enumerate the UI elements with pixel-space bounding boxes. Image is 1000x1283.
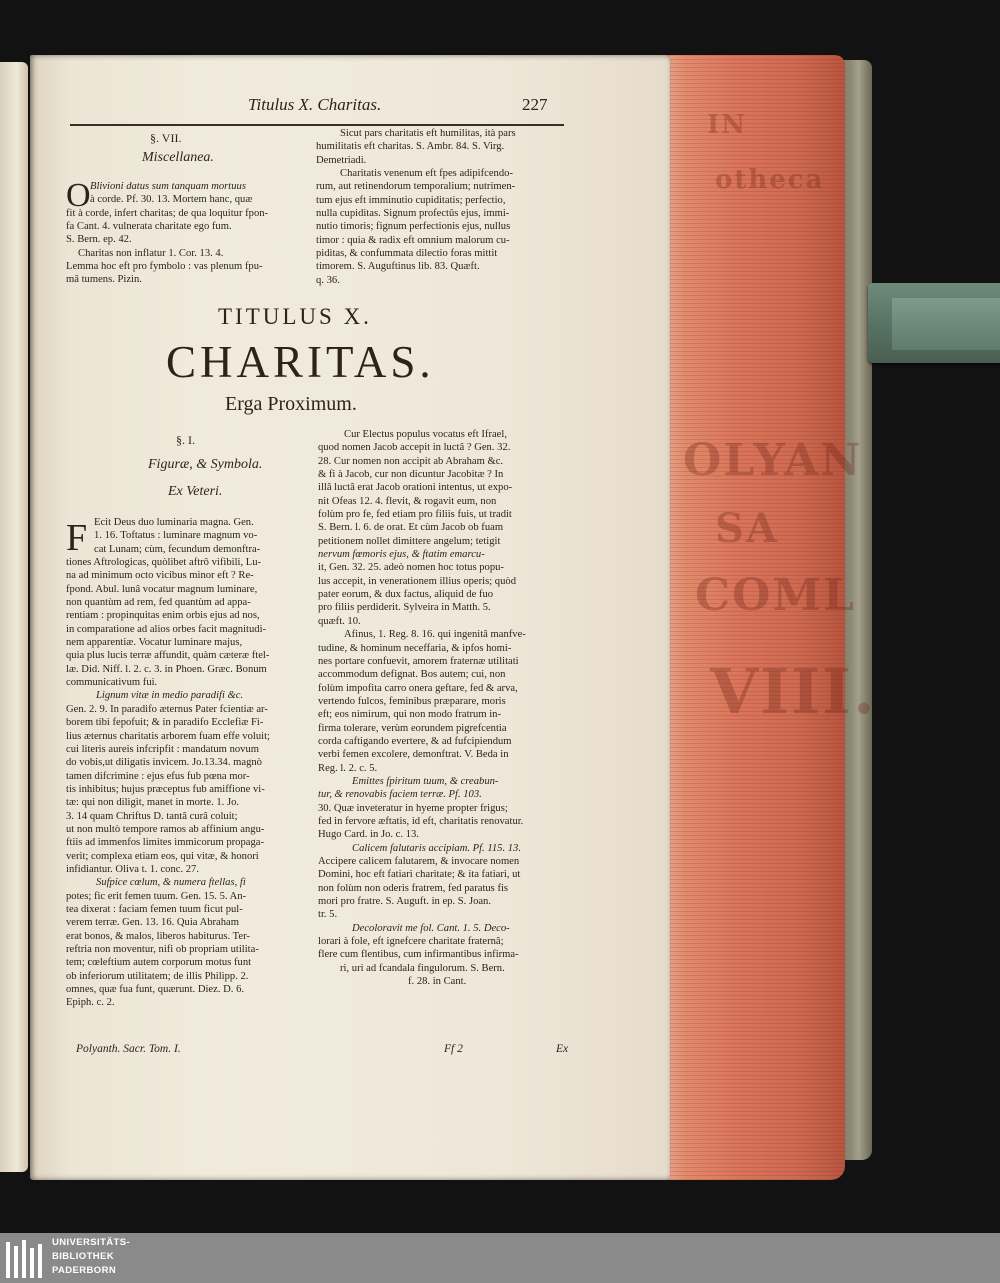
text-line: fed in fervore æftatis, id eft, charitatis renovatur. — [318, 815, 524, 827]
text-line: petitionem nollet dimittere angelum; tetigit — [318, 535, 501, 547]
text-line: verit; complexa etiam eos, qui vitæ, & honori — [66, 850, 259, 862]
text-line: flere cum flentibus, cum infirmantibus infirma- — [318, 949, 519, 961]
main-title: CHARITAS. — [166, 337, 435, 387]
text-line: non folùm non oderis fratrem, fed paratus fis — [318, 882, 509, 894]
head-rule — [70, 124, 564, 126]
text-line: nutio timoris; fignum perfectionis ejus, nullus — [316, 221, 511, 233]
text-line: tiones Aftrologicas, quòlibet aftrô vifibili, Lu- — [66, 557, 262, 569]
text-line: reftria non moventur, nifi ob propriam utilita- — [66, 944, 259, 955]
text-line: pater eorum, & dux factus, aliquid de fuo — [318, 589, 494, 601]
top-left-text — [66, 180, 306, 287]
text-line: Lignum vitæ in medio paradifi &c. — [96, 690, 244, 702]
text-line: lus accepit, in venerationem illius operis; quòd — [318, 575, 516, 587]
text-line: Afinus, 1. Reg. 8. 16. qui ingenitâ manfve- — [344, 629, 526, 641]
text-line: borem tibi fepofuit; & in paradifo Ecclefiæ Fi- — [66, 717, 264, 729]
text-line: ut non multò tempore ramos ab affinium angu- — [66, 823, 265, 835]
text-line: quæft. 10. — [318, 615, 361, 627]
text-line: tum ejus eft imminutio cupiditatis; perfectio, — [316, 194, 506, 206]
text-line: 3. 14 quam Chriftus D. tantâ curâ coluit; — [66, 810, 238, 822]
text-line: Gen. 2. 9. In paradifo æternus Pater fcientiæ ar- — [66, 703, 268, 715]
section-title: Miscellanea. — [142, 150, 214, 165]
text-line: Reg. l. 2. c. 5. — [318, 762, 378, 774]
text-line: q. 36. — [316, 274, 340, 286]
ghost-text: VIII. — [710, 655, 877, 728]
text-line: nervum fœmoris ejus, & ftatim emarcu- — [318, 549, 485, 561]
text-line: non quantùm ad rem, fed quantùm ad appa- — [66, 597, 251, 609]
text-line: Decoloravit me fol. Cant. 1. 5. Deco- — [352, 922, 510, 934]
text-line: timorem. S. Auguftinus lib. 83. Quæft. — [316, 261, 480, 273]
text-line: 28. Cur nomen non accipit ab Abraham &c. — [318, 455, 504, 467]
text-line: na ad minimum octo vicibus minor eft ? Re- — [66, 570, 254, 582]
text-line: do vobis,ut diligatis invicem. Jo.13.34. magnò — [66, 757, 262, 769]
text-line: Epiph. c. 2. — [66, 997, 115, 1009]
text-line: verbi femen excolere, demonftrat. V. Beda in — [318, 749, 509, 761]
text-line: cui literis aureis infcripfit : mandatum novum — [66, 743, 259, 755]
text-line: nulla cupiditas. Signum profectûs ejus, immi- — [316, 208, 510, 220]
text-line: tudine, & hominum neceffaria, & ipfos homi- — [318, 642, 512, 654]
text-line: folùm pro fe, fed etiam pro filiis fuis, ut tradit — [318, 509, 512, 521]
section-heading: Figuræ, & Symbola. — [148, 457, 263, 472]
text-line: à corde. Pf. 30. 13. Mortem hanc, quæ — [90, 194, 253, 206]
text-line: Cur Electus populus vocatus eft Ifrael, — [344, 429, 507, 440]
text-line: tur, & renovabis faciem terræ. Pf. 103. — [318, 789, 482, 801]
text-line: Charitatis venenum eft fpes adipifcendo- — [340, 168, 513, 180]
text-line: communicativum fui. — [66, 677, 158, 689]
text-line: vertendo fulcos, feminibus præparare, moris — [318, 695, 506, 707]
footer-title: Polyanth. Sacr. Tom. I. — [76, 1043, 181, 1055]
signature-mark: Ff 2 — [444, 1043, 463, 1055]
text-line: Blivioni datus sum tanquam mortuus — [90, 181, 246, 192]
text-line: tamen difcrimine : ejus efus fub pœna mor- — [66, 770, 250, 782]
text-line: omnes, quæ fua funt, quærunt. Diez. D. 6. — [66, 984, 245, 996]
library-name-line: PADERBORN — [52, 1265, 117, 1276]
dropcap: O — [66, 177, 91, 214]
text-line: piditas, & confummata dilectio foras mittit — [316, 248, 498, 260]
catchword: Ex — [556, 1043, 569, 1055]
ghost-text: COML — [695, 570, 856, 621]
text-line: timor : quia & radix eft omnium malorum cu- — [316, 234, 510, 246]
clasp-plate — [892, 298, 1000, 350]
left-column-text — [66, 516, 311, 1010]
library-footer-bar — [0, 1233, 1000, 1283]
right-column-text — [318, 428, 570, 988]
text-line: illâ luctâ erat Jacob orationi intentus, ut expo- — [318, 482, 513, 494]
text-line: nem apparentiæ. Vocatur luminare majus, — [66, 637, 243, 649]
dropcap: F — [66, 517, 88, 559]
text-line: eft; eos nimirum, qui non modo fratrum in- — [318, 709, 502, 721]
text-line: fpond. Abul. lunâ vocatur magnum luminare, — [66, 583, 258, 595]
text-line: firma tolerare, verùm eorundem pigrefcentia — [318, 722, 507, 734]
text-line: pro filiis perdiderit. Sylveira in Matth. 5. — [318, 602, 491, 614]
text-line: Sufpice cœlum, & numera ftellas, fi — [96, 877, 246, 889]
previous-page-edge — [0, 62, 28, 1172]
titulus-heading: TITULUS X. — [218, 304, 372, 329]
text-line: Lemma hoc eft pro fymbolo : vas plenum fpu- — [66, 261, 263, 273]
ghost-text: OLYAN — [683, 435, 863, 486]
section-number: §. VII. — [150, 131, 182, 145]
text-line: mâ tumens. Pizin. — [66, 274, 142, 286]
text-line: Ecit Deus duo luminaria magna. Gen. — [94, 517, 254, 528]
text-line: f. 28. in Cant. — [408, 976, 467, 988]
text-line: accommodum defignat. Bos autem; cui, non — [318, 669, 506, 681]
text-line: & fi à Jacob, cur non dicuntur Jacobitæ ? In — [318, 469, 504, 481]
library-name-line: BIBLIOTHEK — [52, 1251, 115, 1262]
text-line: mori pro fratre. S. Auguft. in ep. S. Joan. — [318, 896, 492, 908]
text-line: humilitatis eft charitas. S. Ambr. 84. S. Virg. — [316, 141, 505, 153]
text-line: Emittes fpiritum tuum, & creabun- — [352, 775, 499, 787]
text-line: S. Bern. ep. 42. — [66, 234, 132, 246]
text-line: læ. Did. Niff. l. 2. c. 3. in Phoen. Græc. Bonum — [66, 663, 267, 675]
text-line: verem terræ. Gen. 13. 16. Quia Abraham — [66, 917, 239, 929]
text-line: Charitas non inflatur 1. Cor. 13. 4. — [78, 247, 224, 259]
text-line: fit à corde, infert charitas; de qua loquitur fpon- — [66, 207, 269, 219]
text-line: lius æternus charitatis arborem fuam effe voluit; — [66, 730, 270, 742]
red-fore-edge — [655, 55, 877, 1180]
library-name-line: UNIVERSITÄTS- — [52, 1237, 131, 1248]
text-line: Demetriadi. — [316, 154, 367, 166]
text-line: nes portare confuevit, amorem fraternæ utilitati — [318, 655, 519, 667]
ghost-text: IN — [707, 110, 747, 140]
text-line: corda caftigando evertere, & ad fufcipiendum — [318, 735, 512, 747]
text-line: tæ: qui non diligit, manet in morte. 1. Jo. — [66, 797, 240, 809]
text-line: fa Cant. 4. vulnerata charitate ego fum. — [66, 221, 232, 233]
text-line: lorari à fole, eft ignefcere charitate fraternâ; — [318, 936, 504, 948]
text-line: it, Gen. 32. 25. adeò nomen hoc totus popu- — [318, 562, 504, 574]
ghost-text: SA — [715, 505, 779, 552]
text-line: folùm impofita carro onera geftare, fed & arva, — [318, 682, 518, 694]
text-line: ob inferiorum utilitatem; de illis Philipp. 2. — [66, 970, 249, 982]
text-line: 30. Quæ inveteratur in hyeme propter frigus; — [318, 802, 508, 814]
section-number: §. I. — [176, 433, 195, 447]
text-line: tea dixerat : faciam femen tuum ficut pul- — [66, 903, 243, 915]
text-line: erat bonos, & malos, liberos habiturus. Ter- — [66, 930, 250, 942]
section-subheading: Ex Veteri. — [168, 484, 223, 499]
text-line: ftiis ad immenfos limites immicorum propaga- — [66, 837, 265, 849]
text-line: Sicut pars charitatis eft humilitas, ità pars — [340, 128, 516, 139]
text-line: quod nomen Jacob accepit in luctâ ? Gen. 32. — [318, 442, 511, 454]
subtitle: Erga Proximum. — [225, 393, 357, 415]
text-line: nit Ofeas 12. 4. flevit, & rogavit eum, non — [318, 495, 497, 507]
text-line: quia plus lucis terræ affundit, quàm cæteræ ftel- — [66, 650, 270, 662]
text-line: Calicem falutaris accipiam. Pf. 115. 13. — [352, 842, 521, 854]
text-line: tem; cœleftium autem corporum motus funt — [66, 957, 252, 969]
text-line: infidiantur. Oliva t. 1. conc. 27. — [66, 863, 199, 875]
text-line: 1. 16. Toftatus : luminare magnum vo- — [94, 530, 258, 542]
text-line: rum, aut retinendorum temporalium; nutrimen- — [316, 181, 516, 193]
text-line: rentiam : propinquitas enim orbis ejus ad nos, — [66, 610, 260, 622]
text-line: ri, uri ad fcandala fingulorum. S. Bern. — [340, 962, 505, 974]
top-right-text — [316, 127, 566, 287]
text-line: in comparatione ad alios orbes facit magnitudi- — [66, 623, 267, 635]
text-line: Domini, hoc eft fatiari charitate; & ita fatiari, ut — [318, 869, 521, 881]
running-title: Titulus X. Charitas. — [248, 95, 382, 114]
page-number: 227 — [522, 95, 548, 114]
text-line: cat Lunam; cùm, fecundum demonftra- — [94, 543, 261, 555]
ghost-text: otheca — [715, 165, 825, 195]
text-line: tr. 5. — [318, 909, 338, 921]
library-logo-icon — [4, 1236, 44, 1280]
text-line: tis inhibitus; hujus præceptus fub amiffione vi- — [66, 783, 265, 795]
text-line: S. Bern. l. 6. de orat. Et cùm Jacob ob fuam — [318, 522, 504, 534]
text-line: Hugo Card. in Jo. c. 13. — [318, 829, 419, 841]
text-line: Accipere calicem falutarem, & invocare nomen — [318, 856, 520, 867]
text-line: potes; fic erit femen tuum. Gen. 15. 5. An- — [66, 890, 247, 902]
